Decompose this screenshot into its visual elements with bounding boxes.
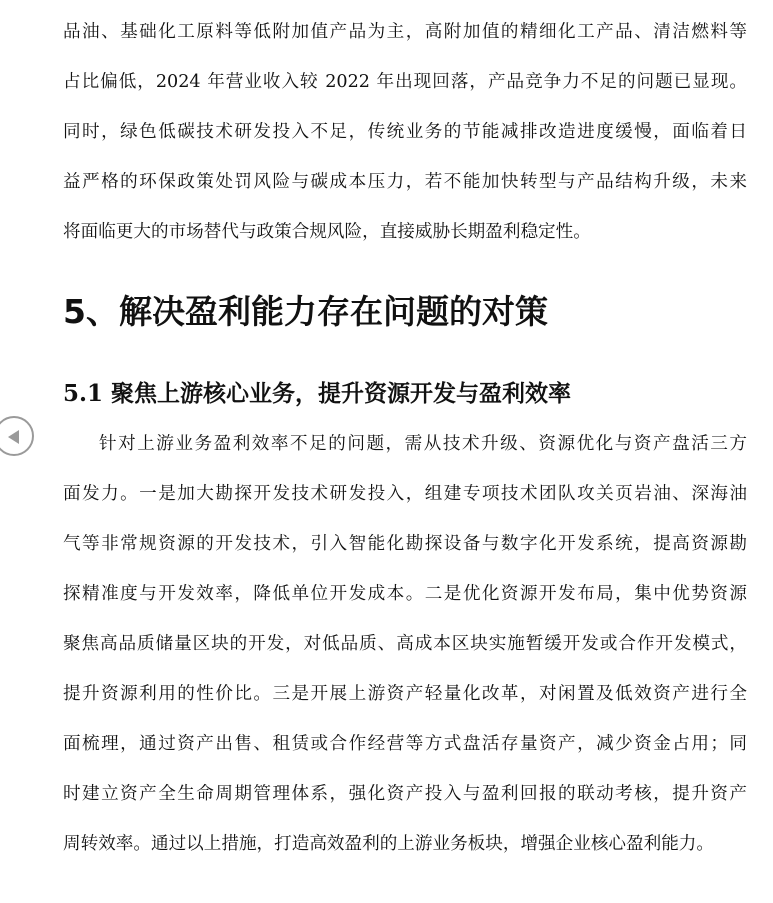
paragraph-line: 气等非常规资源的开发技术，引入智能化勘探设备与数字化开发系统，提高资源勘 (63, 534, 747, 554)
paragraph-line: 聚焦高品质储量区块的开发，对低品质、高成本区块实施暂缓开发或合作开发模式， (63, 634, 747, 654)
paragraph-line: 提升资源利用的性价比。三是开展上游资产轻量化改革，对闲置及低效资产进行全 (63, 684, 747, 704)
paragraph-line: 时建立资产全生命周期管理体系，强化资产投入与盈利回报的联动考核，提升资产 (63, 784, 747, 804)
paragraph-line: 将面临更大的市场替代与政策合规风险，直接威胁长期盈利稳定性。 (63, 222, 591, 242)
paragraph-line: 周转效率。通过以上措施，打造高效盈利的上游业务板块，增强企业核心盈利能力。 (63, 834, 714, 854)
subsection-heading: 5.1 聚焦上游核心业务，提升资源开发与盈利效率 (63, 380, 572, 407)
paragraph-line: 探精准度与开发效率，降低单位开发成本。二是优化资源开发布局，集中优势资源 (63, 584, 747, 604)
paragraph-line: 面发力。一是加大勘探开发技术研发投入，组建专项技术团队攻关页岩油、深海油 (63, 484, 747, 504)
paragraph-line: 针对上游业务盈利效率不足的问题，需从技术升级、资源优化与资产盘活三方 (99, 434, 747, 454)
previous-page-button[interactable] (0, 416, 34, 456)
chevron-left-icon (5, 428, 23, 446)
paragraph-line: 同时，绿色低碳技术研发投入不足，传统业务的节能减排改造进度缓慢，面临着日 (63, 122, 747, 142)
paragraph-line: 益严格的环保政策处罚风险与碳成本压力，若不能加快转型与产品结构升级，未来 (63, 172, 747, 192)
section-heading: 5、解决盈利能力存在问题的对策 (63, 292, 548, 331)
paragraph-line: 面梳理，通过资产出售、租赁或合作经营等方式盘活存量资产，减少资金占用；同 (63, 734, 747, 754)
paragraph-line: 占比偏低，2024 年营业收入较 2022 年出现回落，产品竞争力不足的问题已显现。 (63, 72, 747, 92)
paragraph-line: 品油、基础化工原料等低附加值产品为主，高附加值的精细化工产品、清洁燃料等 (63, 22, 747, 42)
